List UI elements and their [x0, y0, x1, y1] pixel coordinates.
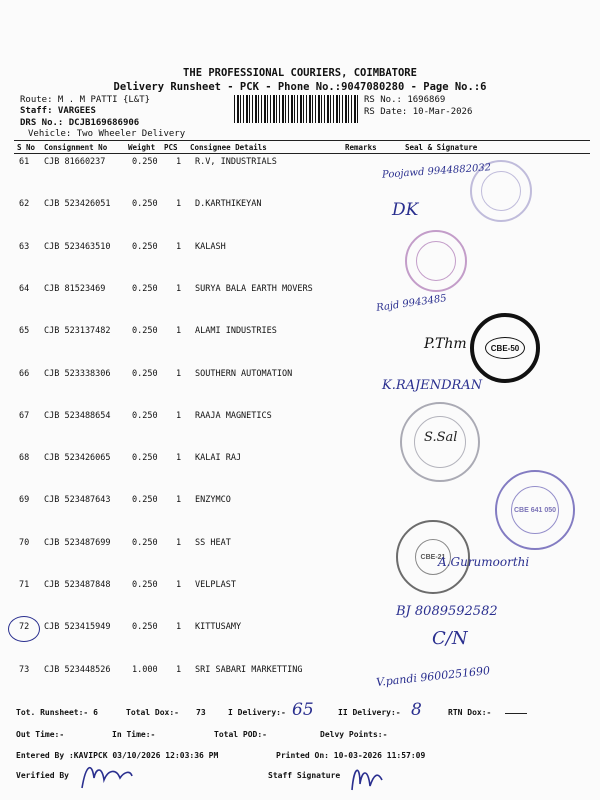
- table-row: [0, 411, 600, 425]
- rs-number: RS No.: 1696869: [364, 95, 446, 105]
- row-weight: 0.250: [132, 283, 158, 294]
- row-pcs: 1: [176, 410, 182, 421]
- header-rule-bottom: [14, 153, 590, 154]
- entered-by: Entered By :KAVIPCK 03/10/2026 12:03:36 PM: [16, 751, 219, 760]
- table-row: [0, 622, 600, 636]
- row-sno: 72: [19, 622, 30, 633]
- row-weight: 0.250: [132, 326, 158, 337]
- row-pcs: 1: [176, 368, 182, 379]
- table-row: [0, 453, 600, 467]
- row-consignee: D.KARTHIKEYAN: [195, 199, 262, 210]
- staff-signature-label: Staff Signature: [268, 771, 341, 780]
- ii-delivery-label: II Delivery:-: [338, 708, 401, 717]
- row-pcs: 1: [176, 157, 182, 167]
- row-consignment: CJB 81660237: [44, 157, 106, 167]
- row-pcs: 1: [176, 537, 182, 548]
- row-consignment: CJB 523487699: [44, 537, 111, 548]
- row-sno: 70: [19, 537, 30, 548]
- row-sno: 69: [19, 495, 30, 506]
- i-delivery-label: I Delivery:-: [228, 708, 286, 717]
- sig-row-65: P.Thm: [424, 336, 467, 352]
- sig-row-66: K.RAJENDRAN: [382, 378, 483, 393]
- row-consignee: RAAJA MAGNETICS: [195, 410, 272, 421]
- route-label: Route: M . M PATTI {L&T}: [20, 95, 151, 105]
- col-pcs: PCS: [164, 143, 178, 152]
- row-pcs: 1: [176, 495, 182, 506]
- row-sno: 66: [19, 368, 30, 379]
- col-consignee: Consignee Details: [190, 143, 267, 152]
- row-sno: 71: [19, 580, 30, 590]
- row-pcs: 1: [176, 199, 182, 210]
- row-consignment: CJB 523448526: [44, 664, 111, 675]
- row-sno: 64: [19, 283, 30, 294]
- row-consignment: CJB 523487643: [44, 495, 111, 506]
- drs-number: DRS No.: DCJB169686906: [20, 118, 140, 128]
- rtn-dox-dash: [505, 713, 527, 714]
- row-pcs: 1: [176, 664, 182, 675]
- alami-stamp-center: CBE-50: [485, 337, 525, 359]
- row-consignee: SURYA BALA EARTH MOVERS: [195, 283, 313, 294]
- sig-row-73: V.pandi 9600251690: [375, 664, 491, 689]
- delivery-points: Delvy Points:-: [320, 730, 388, 739]
- table-row: [0, 242, 600, 256]
- row-weight: 0.250: [132, 622, 158, 633]
- table-row: [0, 284, 600, 298]
- private-limited-stamp: [405, 230, 467, 292]
- row-sno: 62: [19, 199, 30, 210]
- row-consignment: CJB 523338306: [44, 368, 111, 379]
- cbe21-text: CBE-21: [415, 539, 451, 575]
- row-consignee: KITTUSAMY: [195, 622, 242, 633]
- rs-date: RS Date: 10-Mar-2026: [364, 107, 473, 117]
- staff-signature: [346, 760, 386, 796]
- row-weight: 1.000: [132, 664, 158, 675]
- row-sno: 67: [19, 410, 30, 421]
- row-weight: 0.250: [132, 537, 158, 548]
- row-pcs: 1: [176, 622, 182, 633]
- table-row: [0, 665, 600, 679]
- table-row: [0, 580, 600, 594]
- row-consignment: CJB 523463510: [44, 241, 111, 252]
- row-sno: 68: [19, 453, 30, 464]
- rtn-dox-label: RTN Dox:-: [448, 708, 492, 717]
- row-pcs: 1: [176, 241, 182, 252]
- sig-row-70: A.Gurumoorthi: [438, 555, 530, 569]
- row-pcs: 1: [176, 580, 182, 590]
- row-consignee: KALAI RAJ: [195, 453, 242, 464]
- col-weight: Weight: [128, 143, 156, 152]
- row-consignee: R.V, INDUSTRIALS: [195, 157, 277, 167]
- company-title: THE PROFESSIONAL COURIERS, COIMBATORE: [183, 67, 417, 79]
- row-consignment: CJB 523137482: [44, 326, 111, 337]
- row-consignment: CJB 523426051: [44, 199, 111, 210]
- row-consignee: ENZYMCO: [195, 495, 231, 506]
- col-remarks: Remarks: [345, 143, 377, 152]
- row-sno: 63: [19, 241, 30, 252]
- row-consignee: SRI SABARI MARKETTING: [195, 664, 303, 675]
- row-weight: 0.250: [132, 495, 158, 506]
- header-rule-top: [14, 140, 590, 141]
- verified-by: Verified By: [16, 771, 69, 780]
- row-sno: 73: [19, 664, 30, 675]
- row-weight: 0.250: [132, 199, 158, 210]
- total-dox-value: 73: [196, 708, 206, 717]
- row-consignee: SS HEAT: [195, 537, 231, 548]
- row-consignment: CJB 523426065: [44, 453, 111, 464]
- cbe-050-text: CBE 641 050: [511, 486, 559, 534]
- row-consignment: CJB 523488654: [44, 410, 111, 421]
- out-time: Out Time:-: [16, 730, 65, 739]
- row-consignee: VELPLAST: [195, 580, 236, 590]
- sig-row-67: S.Sal: [424, 430, 458, 445]
- verified-signature: [76, 758, 136, 794]
- row-weight: 0.250: [132, 157, 158, 167]
- row-sno: 65: [19, 326, 30, 337]
- row-72-circle-mark: [8, 616, 40, 642]
- col-seal: Seal & Signature: [405, 143, 478, 152]
- sig-row-62: DK: [392, 200, 419, 220]
- row-weight: 0.250: [132, 453, 158, 464]
- barcode-image: [234, 95, 360, 123]
- col-sno: S No: [17, 143, 36, 152]
- sig-row-72-phone: BJ 8089592582: [396, 604, 498, 619]
- i-delivery-hand: 65: [292, 700, 314, 720]
- total-pod: Total POD:-: [214, 730, 267, 739]
- row-pcs: 1: [176, 453, 182, 464]
- row-sno: 61: [19, 157, 30, 167]
- printed-on: Printed On: 10-03-2026 11:57:09: [276, 751, 426, 760]
- sig-row-61: Poojawd 9944882032: [381, 162, 492, 181]
- alami-stamp: [470, 313, 540, 383]
- row-weight: 0.250: [132, 580, 158, 590]
- total-dox-label: Total Dox:-: [126, 708, 179, 717]
- row-pcs: 1: [176, 326, 182, 337]
- row-consignee: SOUTHERN AUTOMATION: [195, 368, 293, 379]
- sig-row-64: Rajd 9943485: [375, 293, 448, 314]
- row-consignee: KALASH: [195, 241, 226, 252]
- row-consignment: CJB 523415949: [44, 622, 111, 633]
- runsheet-subtitle: Delivery Runsheet - PCK - Phone No.:9047080280 - Page No.:6: [113, 81, 487, 93]
- cbe-050-stamp: [495, 470, 575, 550]
- staff-label: Staff: VARGEES: [20, 106, 96, 116]
- col-consignment: Consignment No: [44, 143, 108, 152]
- row-consignee: ALAMI INDUSTRIES: [195, 326, 277, 337]
- row-weight: 0.250: [132, 368, 158, 379]
- vehicle-label: Vehicle: Two Wheeler Delivery: [28, 129, 186, 139]
- in-time: In Time:-: [112, 730, 156, 739]
- row-weight: 0.250: [132, 241, 158, 252]
- sig-row-72-cn: C/N: [432, 628, 468, 649]
- ii-delivery-hand: 8: [411, 700, 422, 720]
- row-pcs: 1: [176, 283, 182, 294]
- total-runsheet: Tot. Runsheet:- 6: [16, 708, 98, 717]
- row-weight: 0.250: [132, 410, 158, 421]
- row-consignment: CJB 523487848: [44, 580, 111, 590]
- row-consignment: CJB 81523469: [44, 283, 106, 294]
